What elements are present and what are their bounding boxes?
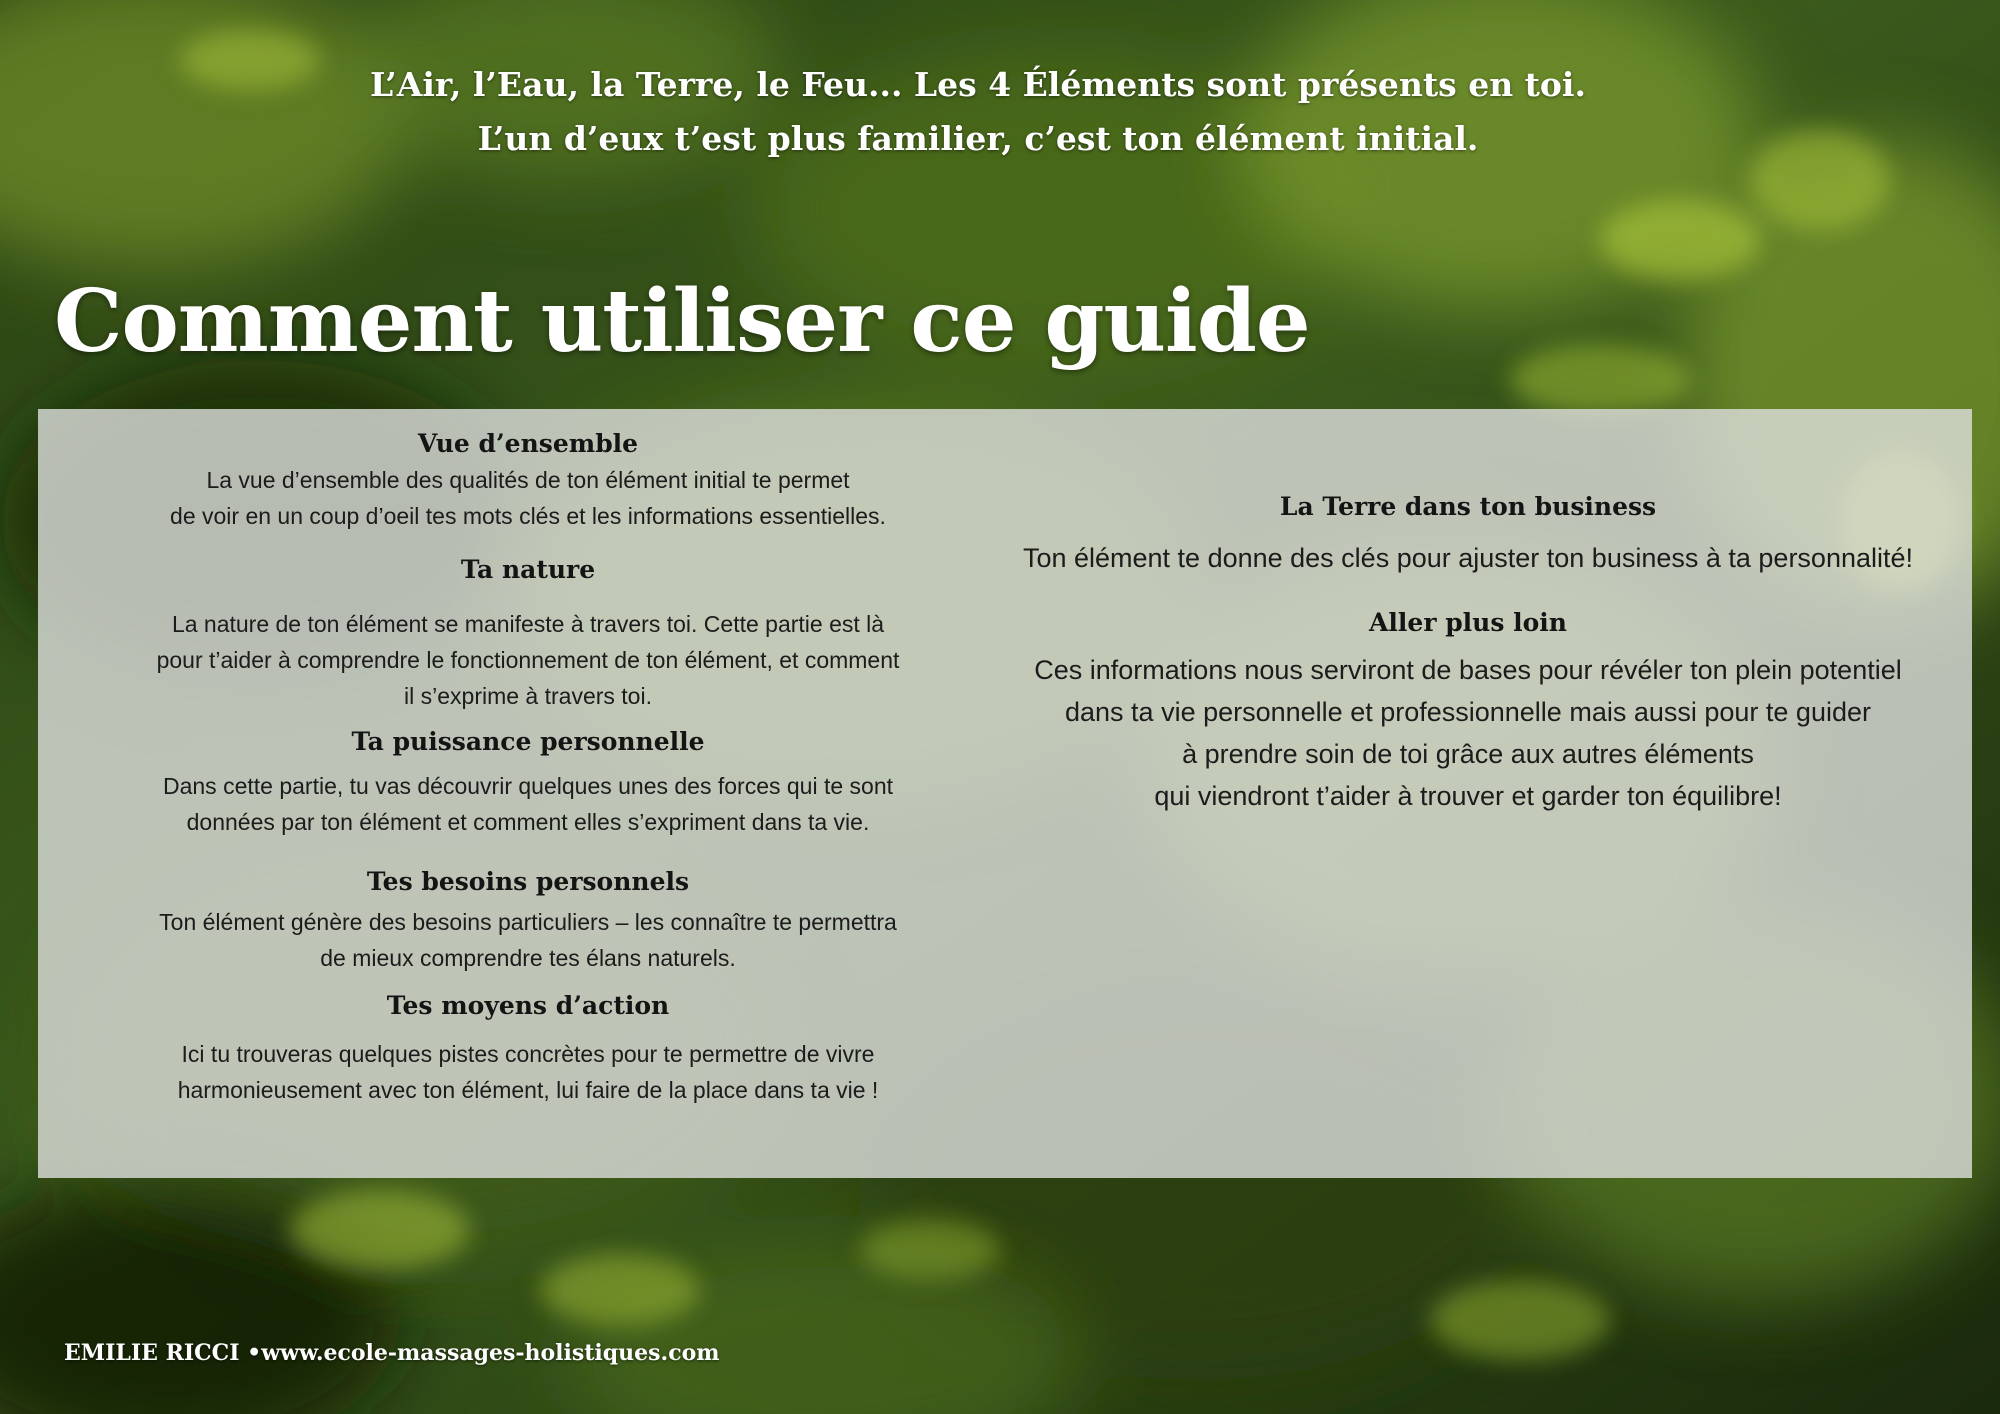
- section-text: [958, 649, 1978, 817]
- text-line: Ton élément génère des besoins particuliers – les connaître te permettra: [159, 909, 897, 935]
- section-heading: Aller plus loin: [1369, 608, 1567, 637]
- section-text: [958, 537, 1978, 579]
- guide-panel: [38, 409, 1972, 1178]
- website-link[interactable]: www.ecole-massages-holistiques.com: [261, 1340, 720, 1366]
- intro-text: [0, 58, 1956, 166]
- page-title: Comment utiliser ce guide: [54, 271, 1310, 372]
- text-line: La vue d’ensemble des qualités de ton élément initial te permet: [206, 467, 850, 493]
- section-heading: Tes besoins personnels: [366, 867, 690, 896]
- section-personal-needs: [98, 864, 958, 976]
- separator-dot: •: [247, 1340, 262, 1366]
- section-heading: Tes moyens d’action: [386, 991, 670, 1020]
- intro-line-2: L’un d’eux t’est plus familier, c’est ton élément initial.: [477, 119, 1479, 158]
- text-line: données par ton élément et comment elles s’expriment dans ta vie.: [186, 809, 870, 835]
- text-line: dans ta vie personnelle et professionnelle mais aussi pour te guider: [1065, 697, 1871, 727]
- text-line: Dans cette partie, tu vas découvrir quelques unes des forces qui te sont: [162, 773, 894, 799]
- left-column: [98, 426, 958, 1108]
- section-text: [98, 462, 958, 534]
- text-line: Ces informations nous serviront de bases pour révéler ton plein potentiel: [1034, 655, 1902, 685]
- section-heading: La Terre dans ton business: [1279, 492, 1657, 521]
- section-personal-power: [98, 724, 958, 840]
- text-line: il s’exprime à travers toi.: [404, 683, 652, 709]
- text-line: pour t’aider à comprendre le fonctionnement de ton élément, et comment: [156, 647, 900, 673]
- section-text: [98, 904, 958, 976]
- section-go-further: [958, 605, 1978, 817]
- intro-line-1: L’Air, l’Eau, la Terre, le Feu... Les 4 Éléments sont présents en toi.: [370, 65, 1586, 104]
- text-line: de mieux comprendre tes élans naturels.: [320, 945, 736, 971]
- author-name: EMILIE RICCI: [64, 1340, 240, 1366]
- section-text: [98, 768, 958, 840]
- text-line: de voir en un coup d’oeil tes mots clés et les informations essentielles.: [170, 503, 886, 529]
- section-overview: [98, 426, 958, 534]
- right-column: [958, 489, 1978, 817]
- section-earth-business: [958, 489, 1978, 579]
- section-text: [98, 606, 958, 714]
- section-means-of-action: [98, 988, 958, 1108]
- text-line: Ici tu trouveras quelques pistes concrètes pour te permettre de vivre: [181, 1041, 875, 1067]
- section-nature: [98, 552, 958, 714]
- section-text: [98, 1036, 958, 1108]
- footer-credit: [64, 1340, 720, 1366]
- text-line: Ton élément te donne des clés pour ajuster ton business à ta personnalité!: [1022, 543, 1914, 573]
- text-line: harmonieusement avec ton élément, lui faire de la place dans ta vie !: [177, 1077, 879, 1103]
- section-heading: Ta nature: [460, 555, 596, 584]
- text-line: La nature de ton élément se manifeste à travers toi. Cette partie est là: [171, 611, 885, 637]
- text-line: qui viendront t’aider à trouver et garder ton équilibre!: [1154, 781, 1782, 811]
- section-heading: Vue d’ensemble: [417, 429, 639, 458]
- text-line: à prendre soin de toi grâce aux autres éléments: [1182, 739, 1754, 769]
- section-heading: Ta puissance personnelle: [351, 727, 705, 756]
